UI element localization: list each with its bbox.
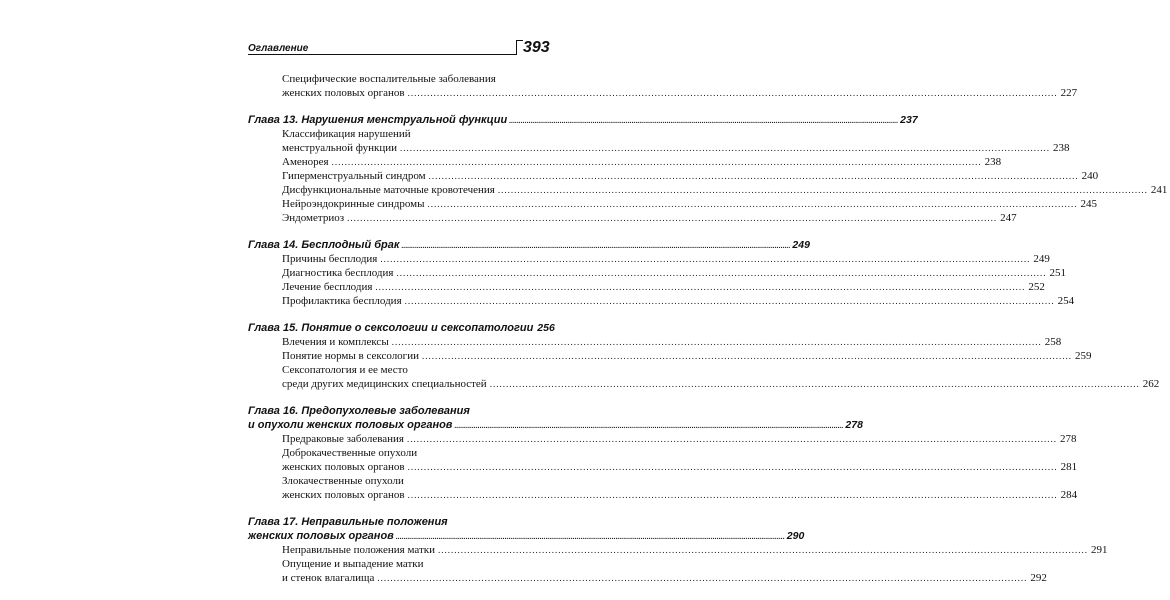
toc-entry [248, 266, 1066, 280]
toc-entry-title: и стенок влагалища [282, 572, 375, 584]
toc-entry [248, 155, 1002, 169]
toc-entry-page: 247 [1000, 212, 1017, 224]
chapter-heading [248, 529, 805, 543]
toc-entry-page: 254 [1057, 295, 1075, 307]
chapter-page: 278 [845, 419, 863, 431]
chapter-block-12 [248, 72, 1078, 100]
chapter-page: 290 [786, 530, 805, 542]
dot-leader: ........................................................................................................................................................................................................ [396, 268, 1047, 278]
chapter-heading [248, 113, 918, 127]
chapter-title: женских половых органов [248, 530, 394, 542]
chapter-block-13 [248, 113, 1168, 225]
chapter-title-line: Глава 16. Предопухолевые заболевания [248, 405, 470, 417]
toc-entry [248, 183, 1168, 197]
chapter-block-17 [248, 515, 1108, 585]
dot-leader: ........................................................................................................................................................................................................ [407, 88, 1058, 98]
dot-leader: ........................................................................................................................................................................................................ [428, 171, 1079, 181]
toc-entry-title: женских половых органов [282, 489, 405, 501]
toc-entry-title: женских половых органов [282, 87, 405, 99]
toc-entry-title: Причины бесплодия [282, 253, 378, 265]
toc-entry-title: Профилактика бесплодия [282, 295, 402, 307]
toc-entry [248, 197, 1097, 211]
chapter-heading [248, 321, 555, 335]
chapter-title: и опухоли женских половых органов [248, 419, 453, 431]
toc-entry-page: 259 [1074, 350, 1092, 362]
toc-entry-page: 284 [1060, 489, 1078, 501]
toc-entry-title: Понятие нормы в сексологии [282, 350, 419, 362]
dot-leader: ........................................................................................................................................................................................................ [438, 545, 1088, 555]
toc-entry-page: 238 [1053, 142, 1070, 154]
toc-entry-title: среди других медицинских специальностей [282, 378, 487, 390]
toc-entry-page: 238 [984, 156, 1002, 168]
toc-entry [248, 252, 1050, 266]
toc-entry [248, 543, 1108, 557]
chapter-block-15 [248, 321, 1160, 391]
toc-entry-page: 249 [1033, 253, 1050, 265]
chapter-heading [248, 238, 810, 252]
header-title: Оглавление [248, 43, 311, 54]
toc-entry-line: Опущение и выпадение матки [282, 558, 424, 570]
chapter-title: Глава 13. Нарушения менструальной функции [248, 114, 508, 126]
toc-entry-line: Доброкачественные опухоли [282, 447, 418, 459]
toc-entry [248, 141, 1070, 155]
dot-leader: ........................................................................................................................................................................................................ [497, 185, 1148, 195]
dot-leader: ........................................................................................................................................................................................................ [391, 337, 1042, 347]
dot-leader: ........................................................................................................................................................................................................ [395, 534, 785, 541]
toc-entry-title: менструальной функции [282, 142, 398, 154]
chapter-block-16 [248, 404, 1078, 502]
toc-entry-title: Предраковые заболевания [282, 433, 404, 445]
dot-leader: ........................................................................................................................................................................................................ [407, 462, 1058, 472]
dot-leader: ........................................................................................................................................................................................................ [377, 573, 1028, 583]
chapter-title: Глава 14. Бесплодный брак [248, 239, 400, 251]
chapter-title-line: Глава 17. Неправильные положения [248, 516, 448, 528]
toc-entry-title: Неправильные положения матки [282, 544, 435, 556]
chapter-page: 237 [900, 114, 918, 126]
chapter-page: 256 [537, 322, 555, 334]
chapter-block-14 [248, 238, 1075, 308]
dot-leader: ........................................................................................................................................................................................................ [421, 351, 1072, 361]
dot-leader: ........................................................................................................................................................................................................ [407, 490, 1058, 500]
toc-entry-title: Эндометриоз [282, 212, 345, 224]
toc-entry-title: Лечение бесплодия [282, 281, 373, 293]
toc-entry-page: 281 [1060, 461, 1078, 473]
chapter-heading [248, 418, 863, 432]
toc-entry [248, 432, 1077, 446]
toc-entry [248, 571, 1047, 585]
toc-entry [248, 86, 1078, 100]
toc-entry-page: 227 [1060, 87, 1078, 99]
toc-entry [248, 280, 1045, 294]
header-rule [248, 54, 516, 55]
toc-entry-page: 252 [1028, 281, 1045, 293]
toc-entry-page: 278 [1059, 433, 1077, 445]
toc-entry-title: Диагностика бесплодия [282, 267, 394, 279]
toc-entry-line: Классификация нарушений [282, 128, 411, 140]
toc-entry [248, 460, 1078, 474]
toc-entry-title: Аменорея [282, 156, 329, 168]
toc-entry-page: 258 [1044, 336, 1062, 348]
dot-leader: ........................................................................................................................................................................................................ [427, 199, 1078, 209]
toc-entry [248, 294, 1075, 308]
header-page-number: 393 [523, 39, 550, 56]
toc-entry-page: 251 [1049, 267, 1066, 279]
toc-entry [248, 488, 1078, 502]
toc-entry-title: Дисфункциональные маточные кровотечения [282, 184, 495, 196]
toc-entry [248, 377, 1160, 391]
toc-entry [248, 349, 1092, 363]
toc-entry-page: 262 [1142, 378, 1160, 390]
dot-leader: ........................................................................................................................................................................................................ [375, 282, 1026, 292]
chapter-page: 249 [792, 239, 810, 251]
toc-entry-title: Нейроэндокринные синдромы [282, 198, 425, 210]
dot-leader: ........................................................................................................................................................................................................ [404, 296, 1055, 306]
dot-leader: ........................................................................................................................................................................................................ [489, 379, 1140, 389]
toc-entry-page: 292 [1030, 572, 1047, 584]
dot-leader: ........................................................................................................................................................................................................ [401, 243, 791, 250]
dot-leader: ........................................................................................................................................................................................................ [331, 157, 982, 167]
toc-entry-line: Сексопатология и ее место [282, 364, 408, 376]
toc-entry [248, 169, 1099, 183]
toc-entry-page: 241 [1150, 184, 1168, 196]
dot-leader: ........................................................................................................................................................................................................ [509, 118, 899, 125]
dot-leader: ........................................................................................................................................................................................................ [400, 143, 1051, 153]
header-bracket [516, 40, 523, 55]
running-header [248, 40, 550, 62]
dot-leader: ........................................................................................................................................................................................................ [406, 434, 1057, 444]
toc-entry [248, 211, 1017, 225]
toc-entry-page: 291 [1091, 544, 1108, 556]
table-of-contents [248, 72, 1168, 585]
book-page [248, 39, 1168, 585]
toc-entry-page: 245 [1080, 198, 1097, 210]
toc-entry-title: Влечения и комплексы [282, 336, 389, 348]
toc-entry-line: Специфические воспалительные заболевания [282, 73, 496, 85]
toc-entry-title: женских половых органов [282, 461, 405, 473]
toc-entry [248, 335, 1062, 349]
toc-entry-page: 240 [1081, 170, 1099, 182]
toc-entry-line: Злокачественные опухоли [282, 475, 404, 487]
dot-leader: ........................................................................................................................................................................................................ [454, 423, 844, 430]
dot-leader: ........................................................................................................................................................................................................ [380, 254, 1031, 264]
dot-leader: ........................................................................................................................................................................................................ [347, 213, 998, 223]
toc-entry-title: Гиперменструальный синдром [282, 170, 426, 182]
chapter-title: Глава 15. Понятие о сексологии и сексопатологии [248, 322, 534, 334]
